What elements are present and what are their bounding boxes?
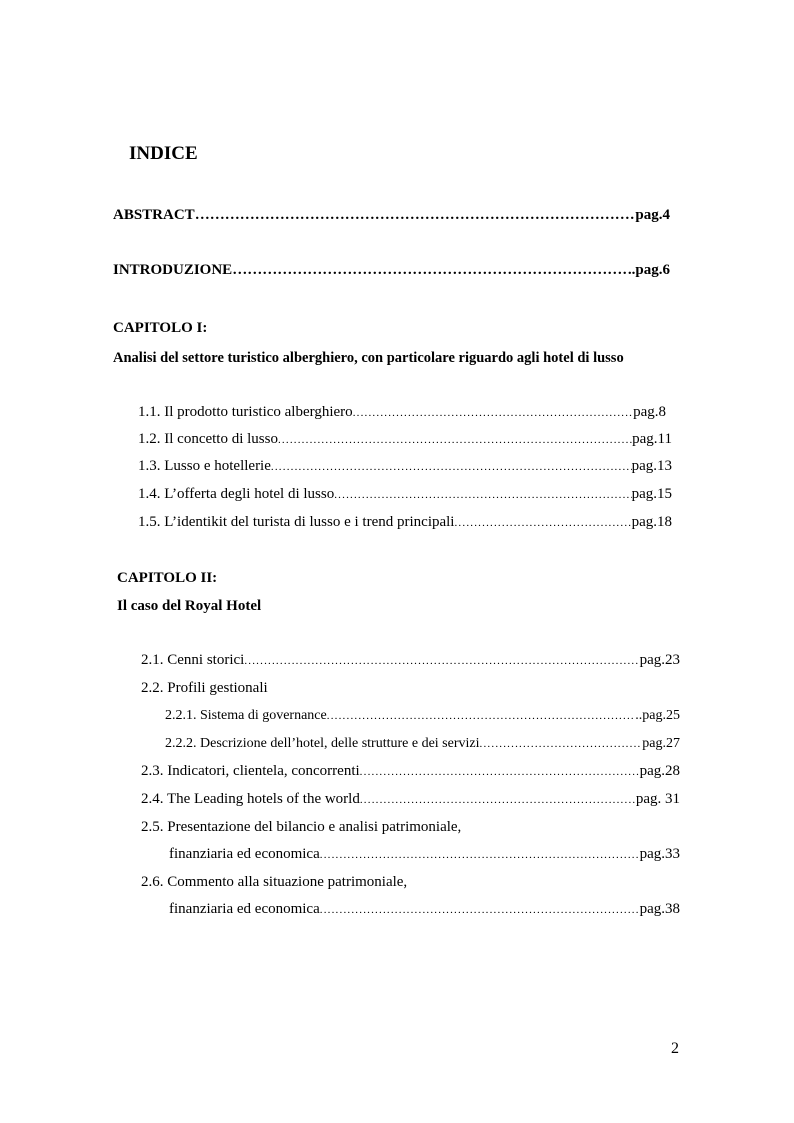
toc-entry-page: pag.27 — [642, 736, 680, 751]
toc-leader-dots — [353, 404, 633, 421]
toc-leader-dots — [320, 846, 640, 863]
toc-entry-page: pag.38 — [639, 901, 680, 917]
toc-entry[interactable] — [141, 791, 680, 808]
chapter-heading: CAPITOLO II: — [117, 570, 218, 586]
toc-entry-label: ABSTRACT — [113, 207, 195, 223]
toc-entry[interactable] — [169, 846, 680, 863]
toc-entry[interactable] — [138, 486, 672, 503]
toc-entry-label[interactable]: 2.6. Commento alla situazione patrimoniale, — [141, 874, 408, 890]
toc-leader-dots — [334, 486, 631, 503]
toc-entry-label: 2.2.2. Descrizione dell’hotel, delle strutture e dei servizi — [165, 736, 480, 751]
toc-entry[interactable] — [169, 901, 680, 918]
toc-entry[interactable] — [138, 514, 672, 531]
toc-entry-label[interactable]: 2.2. Profili gestionali — [141, 680, 268, 696]
toc-entry-label: 1.4. L’offerta degli hotel di lusso — [138, 486, 335, 502]
toc-leader-dots — [327, 708, 636, 724]
toc-leader-dots — [480, 736, 643, 752]
toc-leader-dots — [278, 431, 632, 448]
toc-entry-label: finanziaria ed economica — [169, 901, 320, 917]
toc-entry-label: 2.2.1. Sistema di governance — [165, 708, 327, 723]
toc-leader-dots — [320, 901, 640, 918]
toc-entry-page: pag.18 — [631, 514, 672, 530]
toc-entry-page: pag.23 — [639, 652, 680, 668]
toc-leader-dots — [195, 207, 636, 224]
toc-entry-label: 2.3. Indicatori, clientela, concorrenti — [141, 763, 360, 779]
toc-entry-introduzione[interactable] — [113, 262, 670, 279]
toc-entry-page: pag.11 — [632, 431, 672, 447]
toc-entry-abstract[interactable] — [113, 207, 670, 224]
toc-entry-label: 1.1. Il prodotto turistico alberghiero — [138, 404, 353, 420]
toc-leader-dots — [360, 763, 640, 780]
toc-entry-page: pag.4 — [635, 207, 670, 223]
toc-entry-label: INTRODUZIONE — [113, 262, 233, 278]
toc-entry-page: pag.13 — [631, 458, 672, 474]
toc-entry-label: finanziaria ed economica — [169, 846, 320, 862]
toc-entry-label: 2.4. The Leading hotels of the world — [141, 791, 360, 807]
toc-leader-dots — [271, 458, 632, 475]
toc-entry-page: .pag.6 — [631, 262, 670, 278]
toc-entry-label[interactable]: 2.5. Presentazione del bilancio e analisi patrimoniale, — [141, 819, 462, 835]
chapter-subtitle: Il caso del Royal Hotel — [117, 598, 262, 614]
toc-leader-dots — [360, 791, 636, 808]
toc-leader-dots — [244, 652, 639, 669]
toc-entry[interactable] — [141, 763, 680, 780]
toc-entry[interactable] — [165, 736, 680, 752]
toc-entry-page: pag.28 — [639, 763, 680, 779]
toc-leader-dots — [454, 514, 631, 531]
page-number: 2 — [671, 1040, 679, 1057]
toc-entry-page: pag.33 — [639, 846, 680, 862]
toc-entry-label: 1.5. L’identikit del turista di lusso e i trend principali — [138, 514, 455, 530]
toc-entry[interactable] — [138, 458, 672, 475]
toc-entry[interactable] — [165, 708, 680, 724]
toc-leader-dots — [232, 262, 631, 279]
toc-entry-page: pag. 31 — [635, 791, 680, 807]
chapter-subtitle: Analisi del settore turistico alberghiero, con particolare riguardo agli hotel di lusso — [113, 350, 624, 366]
toc-entry[interactable] — [138, 404, 666, 421]
toc-entry-label: 2.1. Cenni storici — [141, 652, 245, 668]
toc-entry[interactable] — [141, 652, 680, 669]
toc-entry-page: ..pag.25 — [635, 708, 680, 723]
page-title: INDICE — [129, 143, 198, 164]
toc-entry[interactable] — [138, 431, 672, 448]
toc-entry-label: 1.2. Il concetto di lusso — [138, 431, 278, 447]
toc-entry-page: pag.15 — [631, 486, 672, 502]
chapter-heading: CAPITOLO I: — [113, 320, 208, 336]
toc-entry-label: 1.3. Lusso e hotellerie — [138, 458, 271, 474]
toc-entry-page: pag.8 — [633, 404, 666, 420]
